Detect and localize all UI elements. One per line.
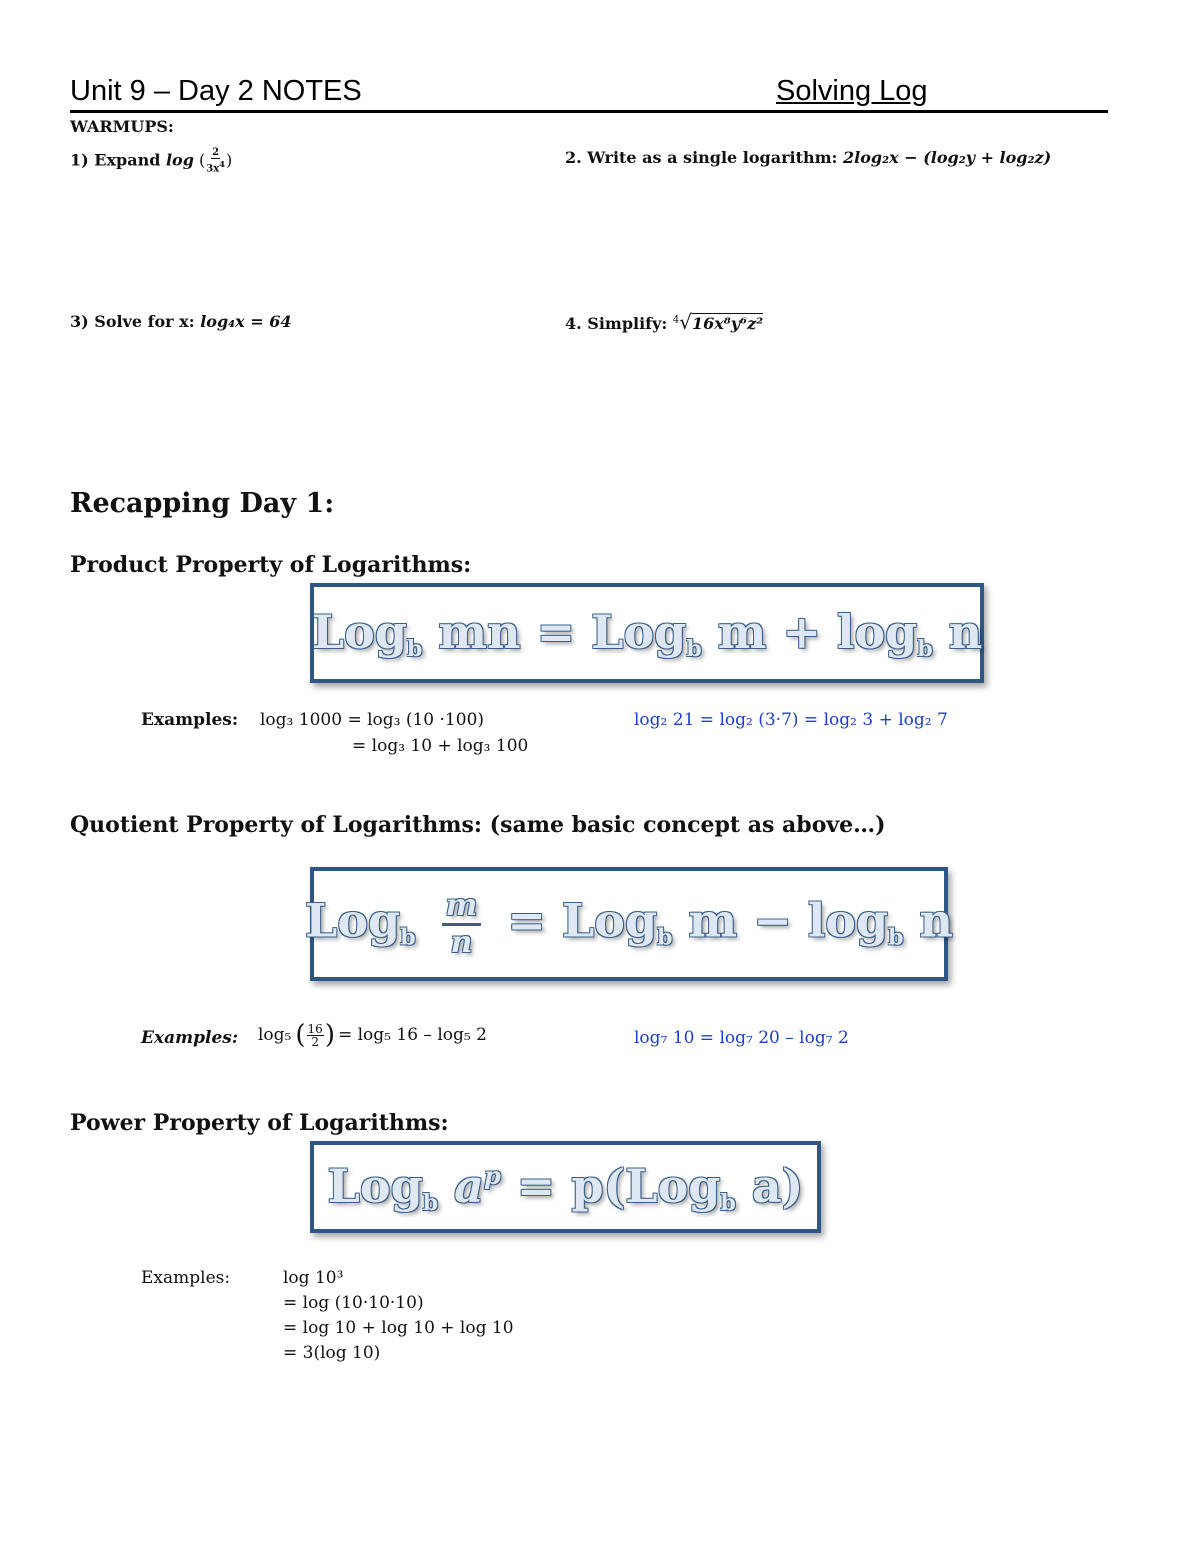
- unit-title: Unit 9 – Day 2 NOTES: [70, 75, 362, 107]
- q3-label: 3) Solve for x:: [70, 312, 201, 331]
- warmup-q4: 4. Simplify: $^4$√16x⁸y⁶z²: [565, 310, 764, 334]
- warmup-q2: [565, 148, 1051, 167]
- product-formula: Logb mn = Logb m + logb n: [311, 604, 983, 662]
- q1-label: 1) Expand: [70, 150, 166, 170]
- power-formula-box: [310, 1141, 821, 1233]
- q4-radicand: 16x⁸y⁶z²: [691, 314, 764, 333]
- warmups-heading: WARMUPS:: [70, 117, 174, 136]
- product-example-2: log₂ 21 = log₂ (3·7) = log₂ 3 + log₂ 7: [634, 710, 948, 730]
- product-examples-label: Examples:: [141, 710, 239, 730]
- quotient-title: Quotient Property of Logarithms: (same basic concept as above…): [70, 812, 886, 838]
- warmup-q1: 1) Expand log ( $\frac{2}{3x^4}$ ): [70, 147, 233, 175]
- quotient-example-1: log₅ ( $\frac{16}{2}$ ) = log₅ 16 – log₅ 2: [258, 1020, 487, 1050]
- quotient-formula-box: [305, 867, 953, 981]
- page-header: [70, 72, 1108, 113]
- topic-title: Solving Log: [776, 75, 928, 107]
- warmup-q3: [70, 312, 292, 331]
- power-example-line-1: log 10³: [283, 1268, 344, 1288]
- power-example-line-2: = log (10·10·10): [283, 1293, 424, 1313]
- q2-label: 2. Write as a single logarithm:: [565, 148, 844, 167]
- power-examples-label: Examples:: [141, 1268, 231, 1288]
- q2-expr: 2log₂x − (log₂y + log₂z): [843, 148, 1052, 167]
- quotient-example-2: log₇ 10 = log₇ 20 – log₇ 2: [634, 1028, 849, 1048]
- power-title: Power Property of Logarithms:: [70, 1110, 449, 1136]
- product-formula-box: [310, 583, 984, 683]
- product-example-1-line1: log₃ 1000 = log₃ (10 ·100): [260, 710, 485, 730]
- q1-log: log: [165, 150, 194, 170]
- product-example-1-line2: = log₃ 10 + log₃ 100: [352, 736, 529, 756]
- q1-fraction: $\frac{2}{3x^4}$: [206, 147, 225, 175]
- q3-expr: log₄x = 64: [200, 312, 292, 331]
- power-example-line-3: = log 10 + log 10 + log 10: [283, 1318, 514, 1338]
- power-example-line-4: = 3(log 10): [283, 1343, 381, 1363]
- quotient-formula: Logb $\frac{m}{n}$ = Logb m − logb n: [305, 887, 953, 960]
- product-title: Product Property of Logarithms:: [70, 552, 472, 578]
- q4-root-index: 4: [672, 314, 680, 326]
- q4-label: 4. Simplify:: [565, 314, 673, 333]
- recap-title: Recapping Day 1:: [70, 488, 335, 519]
- power-formula: Logb $a^p$ = p(Logb a): [327, 1158, 804, 1216]
- quotient-examples-label: Examples:: [141, 1028, 239, 1048]
